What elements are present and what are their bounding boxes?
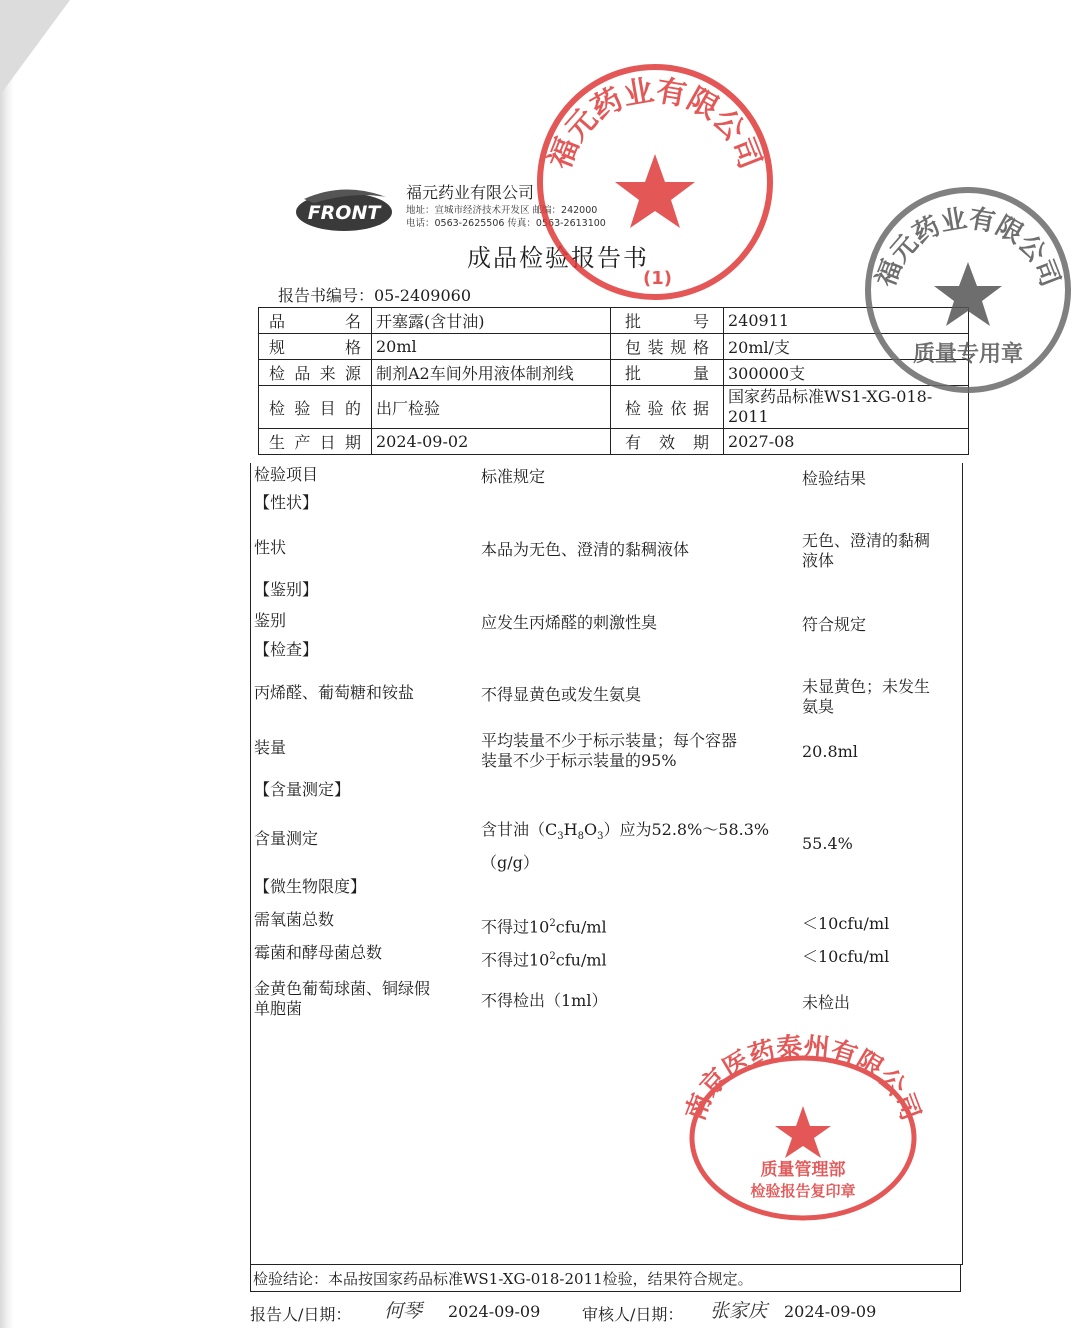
- conclusion: 检验结论：本品按国家药品标准WS1-XG-018-2011检验，结果符合规定。: [250, 1264, 961, 1292]
- aerobic-item: 需氧菌总数: [254, 910, 335, 929]
- reviewer-signature: 张家庆: [710, 1300, 768, 1322]
- superscript: 2: [549, 951, 556, 962]
- section-microbe: 【微生物限度】: [254, 877, 367, 896]
- assay-result: 55.4%: [802, 834, 853, 853]
- expiry-label: 有 效 期: [611, 429, 724, 455]
- fill-item: 装量: [254, 738, 287, 757]
- title-text: 成品检验报告书: [467, 244, 649, 272]
- basis: 国家药品标准WS1-XG-018-2011: [724, 386, 969, 429]
- phone-line: 电话：0563-2625506 传真：0563-2613100: [406, 218, 606, 229]
- batch-qty-label: 批 量: [611, 360, 724, 386]
- star-icon: [775, 1106, 831, 1158]
- prod-date: 2024-09-02: [372, 429, 611, 455]
- purpose: 出厂检验: [372, 386, 611, 429]
- header-result: 检验结果: [802, 469, 867, 488]
- section-check: 【检查】: [254, 640, 319, 659]
- info-row: [259, 386, 969, 429]
- item-line: 金黄色葡萄球菌、铜绿假: [254, 979, 431, 998]
- reporter-signature: 何琴: [384, 1300, 423, 1322]
- info-row: [259, 429, 969, 455]
- batch-qty: 300000支: [724, 360, 969, 386]
- std-part: 不得过10: [481, 917, 550, 937]
- superscript: 2: [549, 918, 556, 929]
- section-assay: 【含量测定】: [254, 780, 351, 799]
- seal-subtext: 质量管理部: [760, 1160, 846, 1180]
- appearance-item: 性状: [254, 538, 287, 557]
- result-line: 无色、澄清的黏稠: [802, 531, 931, 550]
- mold-result: ＜10cfu/ml: [802, 947, 890, 966]
- identification-item: 鉴别: [254, 611, 287, 630]
- batch-no: 240911: [724, 308, 969, 334]
- assay-subscript: 8: [577, 831, 584, 843]
- reporter-date: 2024-09-09: [448, 1302, 541, 1321]
- address-line: 地址：宣城市经济技术开发区 邮编：242000: [406, 205, 598, 216]
- appearance-standard: 本品为无色、澄清的黏稠液体: [481, 540, 690, 559]
- product-name: 开塞露(含甘油): [372, 308, 611, 334]
- source-label: 检品来源: [259, 360, 372, 386]
- package-spec-label: 包装规格: [611, 334, 724, 360]
- assay-std-part: O: [583, 820, 598, 839]
- purpose-label: 检验目的: [259, 386, 372, 429]
- seal-subtext: 检验报告复印章: [750, 1182, 856, 1200]
- assay-std-part: 含甘油（C: [481, 820, 558, 839]
- company-seal-red: [535, 62, 775, 302]
- result-line: 液体: [802, 551, 835, 570]
- fill-standard: [481, 731, 737, 771]
- seal-subtext: 质量专用章: [912, 342, 1024, 367]
- pathogen-item: [254, 979, 430, 1019]
- star-icon: [934, 262, 1002, 326]
- info-row: [259, 308, 969, 334]
- company-name: 福元药业有限公司: [406, 183, 535, 202]
- assay-std-part: ）应为52.8%～58.3%: [603, 820, 770, 839]
- report-number: 报告书编号：05-2409060: [278, 286, 472, 305]
- reviewer-date: 2024-09-09: [784, 1302, 877, 1321]
- assay-standard: [481, 817, 769, 876]
- acrolein-standard: 不得显黄色或发生氨臭: [481, 685, 642, 704]
- scan-corner: [0, 0, 70, 95]
- aerobic-standard: [481, 914, 607, 937]
- fill-result: 20.8ml: [802, 742, 858, 761]
- standard-line: 平均装量不少于标示装量；每个容器: [481, 731, 738, 750]
- assay-subscript: 3: [597, 831, 604, 843]
- section-identification: 【鉴别】: [254, 580, 319, 599]
- std-part: cfu/ml: [555, 950, 607, 970]
- pathogen-result: 未检出: [802, 993, 851, 1012]
- spec: 20ml: [372, 334, 611, 360]
- expiry: 2027-08: [724, 429, 969, 455]
- assay-std-part: H: [563, 820, 578, 839]
- seal-text: 福元药业有限公司: [870, 203, 1066, 291]
- mold-item: 霉菌和酵母菌总数: [254, 943, 383, 962]
- acrolein-item: 丙烯醛、葡萄糖和铵盐: [254, 683, 415, 702]
- seal-subtext: (1): [643, 268, 672, 289]
- scan-edge: [0, 0, 14, 1328]
- assay-item: 含量测定: [254, 829, 319, 848]
- logo-text: FRONT: [307, 202, 381, 224]
- pathogen-standard: 不得检出（1ml）: [481, 991, 608, 1010]
- header-item: 检验项目: [254, 465, 319, 484]
- reviewer-label: 审核人/日期：: [582, 1305, 684, 1324]
- identification-result: 符合规定: [802, 615, 867, 634]
- standard-line: （g/g）: [481, 853, 539, 873]
- result-line: 未显黄色；未发生: [802, 677, 931, 696]
- section-appearance: 【性状】: [254, 493, 319, 512]
- info-table: [258, 307, 969, 455]
- package-spec: 20ml/支: [724, 334, 969, 360]
- prod-date-label: 生产日期: [259, 429, 372, 455]
- company-seal-gray: [864, 186, 1072, 394]
- std-part: 不得过10: [481, 950, 550, 970]
- std-part: cfu/ml: [555, 917, 607, 937]
- front-logo: [294, 185, 394, 235]
- info-row: [259, 334, 969, 360]
- spec-label: 规 格: [259, 334, 372, 360]
- standard-line: 装量不少于标示装量的95%: [481, 751, 677, 770]
- basis-label: 检验依据: [611, 386, 724, 429]
- standard-line: [481, 817, 769, 850]
- acrolein-result: [802, 677, 930, 717]
- batch-no-label: 批 号: [611, 308, 724, 334]
- assay-subscript: 3: [557, 831, 564, 843]
- appearance-result: [802, 531, 930, 571]
- item-line: 单胞菌: [254, 999, 303, 1018]
- seal-text: 南京医药泰州有限公司: [680, 1031, 926, 1125]
- header-standard: 标准规定: [481, 467, 546, 486]
- product-name-label: 品 名: [259, 308, 372, 334]
- result-line: 氨臭: [802, 697, 835, 716]
- copy-seal-red: [680, 1031, 926, 1218]
- mold-standard: [481, 947, 607, 970]
- info-row: [259, 360, 969, 386]
- seal-text: 福元药业有限公司: [542, 73, 768, 174]
- identification-standard: 应发生丙烯醛的刺激性臭: [481, 613, 658, 632]
- star-icon: [615, 154, 695, 228]
- reporter-label: 报告人/日期：: [250, 1305, 352, 1324]
- source: 制剂A2车间外用液体制剂线: [372, 360, 611, 386]
- aerobic-result: ＜10cfu/ml: [802, 914, 890, 933]
